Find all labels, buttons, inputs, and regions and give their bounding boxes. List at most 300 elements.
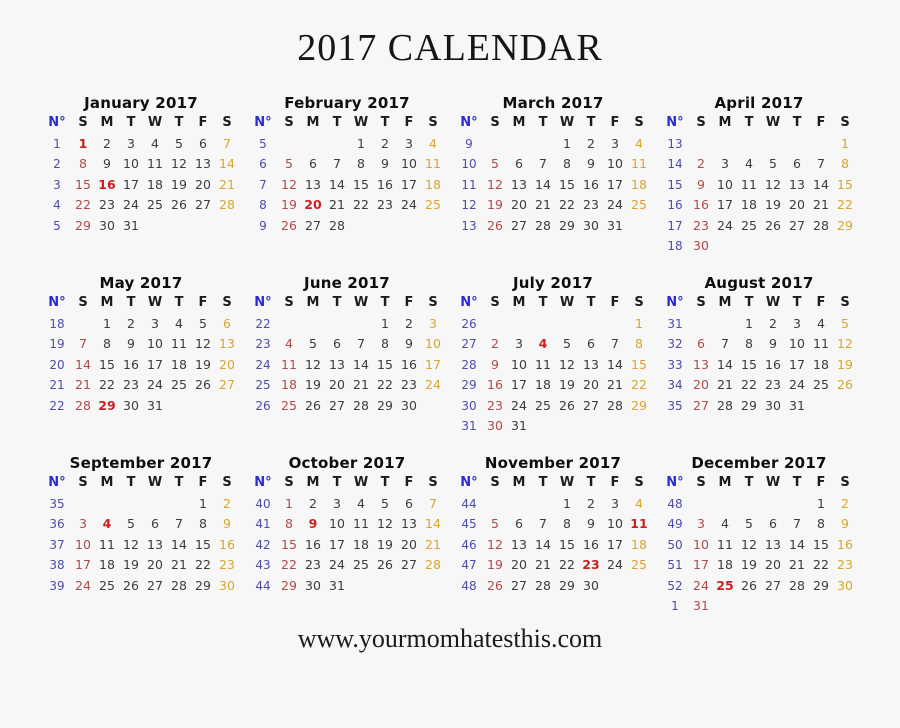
week-row bbox=[249, 154, 445, 175]
month-title: July 2017 bbox=[513, 274, 593, 292]
day-cell: 3 bbox=[333, 495, 341, 511]
day-cell: 17 bbox=[147, 356, 163, 372]
week-number: 41 bbox=[255, 517, 271, 531]
day-cell: 5 bbox=[285, 156, 293, 171]
day-header: M bbox=[718, 115, 732, 130]
day-cell: 30 bbox=[693, 238, 709, 253]
day-cell: 29 bbox=[559, 217, 575, 233]
week-row bbox=[43, 396, 239, 417]
day-cell: 24 bbox=[789, 377, 805, 392]
day-header: S bbox=[696, 295, 706, 310]
day-cell-empty bbox=[483, 494, 507, 515]
day-cell: 23 bbox=[377, 197, 393, 212]
day-cell: 16 bbox=[583, 536, 599, 552]
day-header: T bbox=[586, 115, 596, 130]
day-cell-empty bbox=[325, 314, 349, 335]
day-cell: 12 bbox=[837, 336, 853, 351]
day-header: T bbox=[174, 295, 184, 310]
day-cell: 9 bbox=[587, 516, 595, 531]
day-cell: 28 bbox=[219, 197, 235, 212]
day-cell: 15 bbox=[281, 536, 297, 552]
day-cell: 24 bbox=[123, 197, 139, 212]
day-cell: 19 bbox=[281, 197, 297, 212]
day-cell: 27 bbox=[219, 377, 235, 392]
day-cell: 14 bbox=[425, 516, 441, 531]
day-header: S bbox=[78, 475, 88, 490]
day-cell: 4 bbox=[285, 336, 293, 351]
week-number-header: N° bbox=[666, 475, 684, 490]
day-cell: 24 bbox=[401, 197, 417, 212]
week-number: 39 bbox=[49, 578, 65, 593]
day-cell: 19 bbox=[837, 356, 853, 372]
day-cell: 17 bbox=[717, 197, 733, 212]
day-cell: 30 bbox=[99, 217, 115, 233]
week-number: 24 bbox=[255, 357, 271, 372]
day-cell: 6 bbox=[309, 156, 317, 171]
day-header: T bbox=[538, 115, 548, 130]
day-cell: 1 bbox=[103, 315, 111, 331]
day-header: F bbox=[404, 115, 414, 130]
day-cell: 11 bbox=[741, 176, 757, 192]
week-row bbox=[43, 375, 239, 396]
day-cell-empty bbox=[301, 134, 325, 155]
day-cell: 10 bbox=[123, 156, 139, 171]
month-table-october bbox=[249, 473, 445, 596]
week-number: 26 bbox=[255, 398, 271, 413]
week-number: 1 bbox=[671, 599, 679, 613]
day-header: F bbox=[816, 295, 826, 310]
day-cell: 21 bbox=[607, 377, 623, 392]
day-cell: 10 bbox=[511, 356, 527, 372]
day-cell: 25 bbox=[631, 197, 647, 212]
week-row bbox=[455, 175, 651, 196]
day-cell-empty bbox=[167, 494, 191, 515]
week-number: 27 bbox=[461, 337, 477, 351]
header-row bbox=[455, 113, 651, 134]
day-cell: 16 bbox=[377, 176, 393, 192]
day-cell: 20 bbox=[219, 356, 235, 372]
month-table-february bbox=[249, 113, 445, 236]
month-title: February 2017 bbox=[284, 94, 410, 112]
month-june bbox=[244, 272, 450, 452]
day-cell: 4 bbox=[721, 516, 729, 531]
day-header: M bbox=[306, 475, 320, 490]
week-row bbox=[43, 494, 239, 515]
day-cell-empty bbox=[143, 494, 167, 515]
day-cell: 18 bbox=[813, 356, 829, 372]
day-cell-empty bbox=[761, 134, 785, 155]
day-cell: 4 bbox=[151, 135, 159, 151]
day-cell: 4 bbox=[175, 315, 183, 331]
day-cell: 7 bbox=[539, 156, 547, 171]
month-table-july bbox=[455, 293, 651, 437]
week-row bbox=[455, 396, 651, 417]
day-cell: 22 bbox=[75, 197, 91, 212]
week-row bbox=[661, 355, 857, 376]
day-cell: 23 bbox=[837, 557, 853, 572]
week-row bbox=[249, 375, 445, 396]
day-cell: 1 bbox=[841, 135, 849, 151]
day-cell-empty bbox=[761, 494, 785, 515]
day-header: S bbox=[284, 295, 294, 310]
day-cell: 5 bbox=[491, 516, 499, 531]
day-cell-empty bbox=[555, 416, 579, 437]
day-cell: 28 bbox=[425, 557, 441, 572]
week-row bbox=[455, 314, 651, 335]
day-cell-empty bbox=[809, 396, 833, 417]
day-header: T bbox=[332, 115, 342, 130]
day-cell-empty bbox=[277, 314, 301, 335]
day-cell: 11 bbox=[717, 536, 733, 552]
week-number-header: N° bbox=[48, 295, 66, 310]
day-cell-empty bbox=[785, 494, 809, 515]
day-header: F bbox=[610, 475, 620, 490]
week-row bbox=[43, 216, 239, 237]
day-header: T bbox=[744, 295, 754, 310]
week-number: 38 bbox=[49, 558, 65, 572]
day-cell-empty bbox=[809, 596, 833, 617]
holiday-day-cell: 23 bbox=[582, 557, 600, 572]
day-header: W bbox=[353, 115, 369, 130]
day-cell: 25 bbox=[353, 557, 369, 572]
week-row bbox=[249, 535, 445, 556]
day-cell: 11 bbox=[535, 356, 551, 372]
day-cell: 22 bbox=[281, 557, 297, 572]
month-title: October 2017 bbox=[288, 454, 406, 472]
day-header: M bbox=[100, 115, 114, 130]
day-header: M bbox=[100, 475, 114, 490]
day-cell: 27 bbox=[329, 397, 345, 413]
week-number: 10 bbox=[461, 157, 477, 171]
day-cell-empty bbox=[579, 416, 603, 437]
day-cell-empty bbox=[507, 314, 531, 335]
day-header: F bbox=[404, 295, 414, 310]
month-title: August 2017 bbox=[704, 274, 814, 292]
header-row bbox=[455, 293, 651, 314]
day-cell: 30 bbox=[583, 217, 599, 233]
week-row bbox=[43, 535, 239, 556]
day-cell: 15 bbox=[631, 356, 647, 372]
day-cell: 30 bbox=[123, 397, 139, 413]
day-cell: 18 bbox=[631, 536, 647, 552]
day-cell: 24 bbox=[75, 577, 91, 593]
week-row bbox=[455, 216, 651, 237]
day-cell: 11 bbox=[281, 356, 297, 372]
day-cell: 12 bbox=[487, 176, 503, 192]
day-cell: 11 bbox=[425, 156, 441, 171]
day-cell-empty bbox=[689, 134, 713, 155]
day-cell: 7 bbox=[539, 516, 547, 531]
week-row bbox=[43, 175, 239, 196]
month-october bbox=[244, 452, 450, 632]
day-cell: 14 bbox=[717, 356, 733, 372]
day-cell: 8 bbox=[563, 516, 571, 531]
day-cell: 18 bbox=[171, 356, 187, 372]
day-cell: 15 bbox=[75, 176, 91, 192]
day-cell: 8 bbox=[817, 516, 825, 531]
day-cell: 6 bbox=[587, 336, 595, 351]
day-cell: 2 bbox=[309, 495, 317, 511]
week-row bbox=[661, 216, 857, 237]
day-cell: 18 bbox=[741, 197, 757, 212]
day-cell: 16 bbox=[487, 377, 503, 392]
day-cell: 18 bbox=[99, 557, 115, 572]
week-row bbox=[249, 396, 445, 417]
day-cell-empty bbox=[713, 596, 737, 617]
day-cell: 8 bbox=[199, 516, 207, 531]
day-cell: 14 bbox=[353, 356, 369, 372]
day-cell: 20 bbox=[765, 557, 781, 572]
day-cell: 26 bbox=[281, 217, 297, 233]
day-cell: 22 bbox=[741, 377, 757, 392]
week-number: 16 bbox=[667, 198, 683, 212]
day-cell-empty bbox=[191, 216, 215, 237]
week-row bbox=[661, 236, 857, 257]
day-header: T bbox=[126, 115, 136, 130]
day-cell: 20 bbox=[511, 197, 527, 212]
day-cell: 16 bbox=[219, 536, 235, 552]
day-cell: 24 bbox=[147, 377, 163, 392]
day-cell: 2 bbox=[405, 315, 413, 331]
day-header: F bbox=[610, 115, 620, 130]
day-cell: 7 bbox=[793, 516, 801, 531]
week-number-header: N° bbox=[666, 295, 684, 310]
day-cell-empty bbox=[215, 396, 239, 417]
day-cell: 30 bbox=[219, 577, 235, 593]
day-cell-empty bbox=[833, 596, 857, 617]
day-cell-empty bbox=[397, 576, 421, 597]
day-header: T bbox=[380, 115, 390, 130]
day-cell: 29 bbox=[631, 397, 647, 413]
day-cell: 8 bbox=[745, 336, 753, 351]
day-cell: 10 bbox=[401, 156, 417, 171]
day-cell: 31 bbox=[329, 577, 345, 593]
week-row bbox=[661, 314, 857, 335]
day-cell: 18 bbox=[425, 176, 441, 192]
week-row bbox=[455, 195, 651, 216]
day-cell: 19 bbox=[487, 197, 503, 212]
week-number: 1 bbox=[53, 136, 61, 151]
day-cell: 31 bbox=[123, 217, 139, 233]
month-table-june bbox=[249, 293, 445, 416]
day-cell: 6 bbox=[697, 336, 705, 351]
week-number: 5 bbox=[259, 136, 267, 151]
day-cell-empty bbox=[713, 314, 737, 335]
day-cell: 15 bbox=[559, 536, 575, 552]
day-cell: 19 bbox=[741, 557, 757, 572]
day-header: W bbox=[559, 115, 575, 130]
week-number: 50 bbox=[667, 537, 683, 552]
week-row bbox=[43, 154, 239, 175]
day-cell: 13 bbox=[147, 536, 163, 552]
day-header: S bbox=[222, 115, 232, 130]
week-row bbox=[43, 355, 239, 376]
day-cell: 9 bbox=[103, 156, 111, 171]
day-cell: 24 bbox=[607, 557, 623, 572]
day-cell: 5 bbox=[563, 336, 571, 351]
day-cell: 2 bbox=[587, 495, 595, 511]
day-header: S bbox=[840, 295, 850, 310]
day-header: W bbox=[559, 475, 575, 490]
day-cell: 7 bbox=[79, 336, 87, 351]
day-cell: 23 bbox=[487, 397, 503, 413]
day-cell: 13 bbox=[693, 356, 709, 372]
day-cell: 18 bbox=[281, 377, 297, 392]
day-cell: 30 bbox=[583, 577, 599, 593]
day-cell: 23 bbox=[99, 197, 115, 212]
day-cell: 6 bbox=[223, 315, 231, 331]
day-cell: 12 bbox=[765, 176, 781, 192]
week-row bbox=[661, 396, 857, 417]
day-cell: 10 bbox=[607, 156, 623, 171]
day-header: W bbox=[559, 295, 575, 310]
day-header: T bbox=[332, 295, 342, 310]
day-header: F bbox=[198, 475, 208, 490]
day-header: M bbox=[512, 115, 526, 130]
day-cell: 21 bbox=[535, 557, 551, 572]
week-number-header: N° bbox=[48, 115, 66, 130]
day-cell: 20 bbox=[329, 377, 345, 392]
day-cell: 20 bbox=[789, 197, 805, 212]
week-number: 8 bbox=[259, 198, 267, 212]
day-cell: 5 bbox=[745, 516, 753, 531]
day-cell-empty bbox=[507, 134, 531, 155]
day-cell: 16 bbox=[305, 536, 321, 552]
holiday-day-cell: 29 bbox=[98, 397, 116, 413]
day-cell: 5 bbox=[841, 315, 849, 331]
day-cell: 5 bbox=[175, 135, 183, 151]
day-header: S bbox=[490, 295, 500, 310]
day-cell: 17 bbox=[607, 536, 623, 552]
day-cell: 22 bbox=[813, 557, 829, 572]
day-cell: 4 bbox=[635, 135, 643, 151]
day-cell: 3 bbox=[611, 135, 619, 151]
day-cell: 16 bbox=[401, 356, 417, 372]
day-cell: 29 bbox=[837, 217, 853, 233]
day-cell: 22 bbox=[631, 377, 647, 392]
day-header: M bbox=[306, 115, 320, 130]
day-cell-empty bbox=[191, 396, 215, 417]
day-header: M bbox=[512, 295, 526, 310]
day-cell: 10 bbox=[329, 516, 345, 531]
week-number-header: N° bbox=[460, 295, 478, 310]
month-august bbox=[656, 272, 862, 452]
day-cell: 26 bbox=[487, 217, 503, 233]
week-number: 32 bbox=[667, 337, 683, 351]
day-cell: 24 bbox=[607, 197, 623, 212]
day-cell: 9 bbox=[841, 516, 849, 531]
holiday-day-cell: 9 bbox=[308, 516, 318, 531]
day-cell: 18 bbox=[353, 536, 369, 552]
day-cell: 30 bbox=[837, 577, 853, 593]
day-cell: 2 bbox=[841, 495, 849, 511]
day-header: S bbox=[284, 115, 294, 130]
day-cell: 15 bbox=[837, 176, 853, 192]
day-cell-empty bbox=[421, 216, 445, 237]
day-cell: 3 bbox=[793, 315, 801, 331]
day-cell: 24 bbox=[329, 557, 345, 572]
day-cell: 3 bbox=[405, 135, 413, 151]
day-cell: 15 bbox=[353, 176, 369, 192]
day-header: T bbox=[586, 475, 596, 490]
day-cell: 6 bbox=[515, 516, 523, 531]
day-cell-empty bbox=[809, 134, 833, 155]
day-cell: 3 bbox=[127, 135, 135, 151]
day-cell: 21 bbox=[329, 197, 345, 212]
header-row bbox=[43, 473, 239, 494]
week-number: 43 bbox=[255, 558, 271, 572]
day-cell: 3 bbox=[79, 516, 87, 531]
holiday-day-cell: 11 bbox=[630, 516, 648, 531]
day-cell-empty bbox=[531, 494, 555, 515]
week-row bbox=[661, 535, 857, 556]
week-row bbox=[249, 175, 445, 196]
day-cell: 1 bbox=[381, 315, 389, 331]
day-cell: 26 bbox=[305, 397, 321, 413]
day-cell: 7 bbox=[721, 336, 729, 351]
day-cell: 23 bbox=[401, 377, 417, 392]
day-cell: 12 bbox=[281, 176, 297, 192]
day-cell: 28 bbox=[353, 397, 369, 413]
day-cell: 9 bbox=[405, 336, 413, 351]
day-cell: 13 bbox=[329, 356, 345, 372]
day-cell: 26 bbox=[123, 577, 139, 593]
day-cell: 28 bbox=[75, 397, 91, 413]
day-cell: 13 bbox=[511, 176, 527, 192]
day-cell: 28 bbox=[535, 577, 551, 593]
day-cell: 22 bbox=[559, 557, 575, 572]
day-cell: 12 bbox=[741, 536, 757, 552]
day-cell: 7 bbox=[817, 156, 825, 171]
day-cell: 21 bbox=[789, 557, 805, 572]
day-cell: 26 bbox=[765, 217, 781, 233]
day-cell-empty bbox=[833, 396, 857, 417]
week-number: 3 bbox=[53, 177, 61, 192]
day-cell: 19 bbox=[195, 356, 211, 372]
week-number: 52 bbox=[667, 578, 683, 593]
day-cell: 28 bbox=[717, 397, 733, 413]
day-cell: 6 bbox=[405, 495, 413, 511]
week-row bbox=[249, 576, 445, 597]
day-header: T bbox=[538, 295, 548, 310]
day-cell: 17 bbox=[511, 377, 527, 392]
day-cell-empty bbox=[349, 576, 373, 597]
day-cell-empty bbox=[737, 494, 761, 515]
day-cell: 4 bbox=[357, 495, 365, 511]
day-cell: 14 bbox=[535, 536, 551, 552]
day-cell: 2 bbox=[127, 315, 135, 331]
week-number: 22 bbox=[255, 316, 271, 331]
day-cell: 1 bbox=[563, 135, 571, 151]
day-cell: 28 bbox=[813, 217, 829, 233]
day-cell: 30 bbox=[305, 577, 321, 593]
month-title: April 2017 bbox=[714, 94, 804, 112]
day-header: S bbox=[634, 475, 644, 490]
week-number: 15 bbox=[667, 177, 683, 192]
week-number: 4 bbox=[53, 198, 61, 212]
day-cell-empty bbox=[421, 396, 445, 417]
day-cell: 11 bbox=[147, 156, 163, 171]
day-cell: 5 bbox=[309, 336, 317, 351]
day-cell: 20 bbox=[583, 377, 599, 392]
week-number: 30 bbox=[461, 398, 477, 413]
day-cell: 17 bbox=[425, 356, 441, 372]
header-row bbox=[661, 113, 857, 134]
day-cell: 14 bbox=[219, 156, 235, 171]
week-number: 36 bbox=[49, 517, 65, 531]
day-cell-empty bbox=[349, 314, 373, 335]
day-cell-empty bbox=[143, 216, 167, 237]
